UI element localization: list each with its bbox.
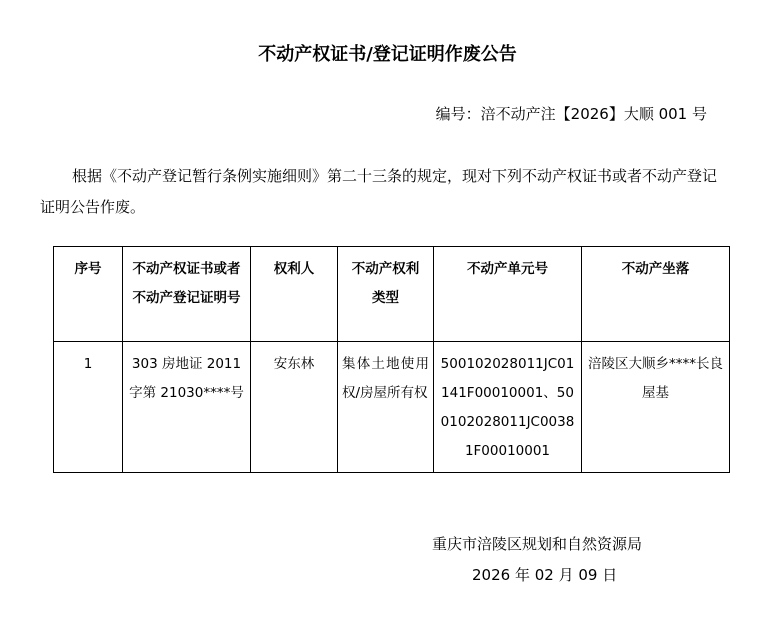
header-location	[582, 247, 730, 342]
header-right-type	[338, 247, 434, 342]
cell-unit-number: 500102028011JC01141F00010001、500102028011JC00381F00010001	[434, 342, 582, 473]
cell-right-type: 集体土地使用权/房屋所有权	[338, 342, 434, 473]
header-seq-label: 序号	[74, 261, 102, 277]
cell-seq: 1	[54, 342, 123, 473]
header-unit-label: 不动产单元号	[467, 261, 548, 277]
table-header-row	[54, 247, 730, 342]
cell-cert-number: 303 房地证 2011 字第 21030****号	[123, 342, 251, 473]
table-row	[54, 342, 730, 473]
header-unit-number	[434, 247, 582, 342]
notice-title: 不动产权证书/登记证明作废公告	[258, 44, 517, 65]
document-number: 编号：涪不动产注【2026】大顺 001 号	[435, 105, 707, 123]
issue-date: 2026 年 02 月 09 日	[472, 566, 618, 584]
header-cert-line1: 不动产权证书或者	[132, 261, 241, 277]
certificate-table	[53, 246, 730, 473]
cell-holder: 安东林	[251, 342, 338, 473]
header-holder	[251, 247, 338, 342]
cell-location: 涪陵区大顺乡****长良屋基	[582, 342, 730, 473]
header-right-line1: 不动产权利	[351, 261, 420, 277]
header-cert-number	[123, 247, 251, 342]
header-holder-label: 权利人	[273, 261, 315, 277]
header-location-label: 不动产坐落	[621, 261, 690, 277]
notice-paragraph: 根据《不动产登记暂行条例实施细则》第二十三条的规定，现对下列不动产权证书或者不动产登记证明公告作废。	[40, 167, 718, 216]
header-cert-line2: 不动产登记证明号	[132, 290, 241, 306]
header-right-line2: 类型	[372, 290, 399, 306]
issuer-name: 重庆市涪陵区规划和自然资源局	[432, 535, 643, 553]
header-seq	[54, 247, 123, 342]
